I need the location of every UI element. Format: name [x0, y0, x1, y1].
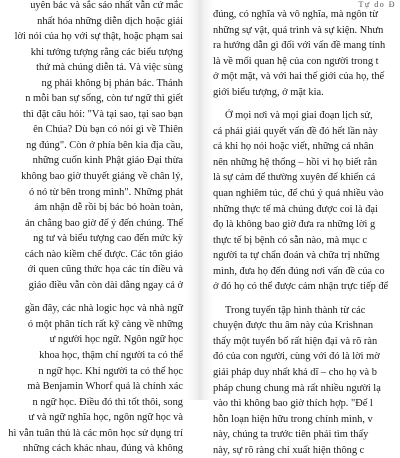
- right-page-text: [213, 7, 388, 458]
- text-line: lời nói của họ với sự thật, hoặc phạm sai: [14, 31, 183, 43]
- text-line: vào thì không bao giờ thích hợp. "Để l: [213, 398, 373, 410]
- text-line: cách nào kiềm chế được. Các tôn giáo: [24, 248, 183, 260]
- paragraph-gap: [8, 293, 183, 301]
- text-line: thấy một tuyển bố rất hiện đại và rõ ràn: [213, 335, 378, 347]
- text-line: không bao giờ thuyết giảng về chân lý,: [21, 171, 183, 183]
- text-line: những thực tế mà chúng được coi là đại: [213, 203, 378, 215]
- text-line: n ngữ học. Khi người ta có thể học: [38, 365, 183, 377]
- text-line: ở một mặt, và với hai thế giới của họ, thế: [213, 71, 385, 83]
- text-line: giải pháp duy nhất khả dĩ – cho họ và b: [213, 367, 377, 379]
- text-line: ó nó từ bên trong mình". Những phát: [28, 186, 183, 198]
- text-line: khoa học, thậm chí người ta có thể: [39, 350, 183, 362]
- text-line: những sự vật, quá trình và sự kiện. Nhưn: [213, 24, 384, 36]
- text-line: n ngữ học. Điều đó thì tốt thôi, song: [32, 396, 183, 408]
- text-line: nên những hệ thống – hồi vì họ biết rằn: [213, 156, 378, 168]
- paragraph: [213, 108, 388, 295]
- right-page: [213, 0, 400, 456]
- text-line: những cuốn kinh Phật giáo Đại thừa: [32, 155, 183, 167]
- text-line: này, chúng ta trước tiên phải tìm thấy: [213, 429, 369, 441]
- text-line: hỗn loạn hiện hữu trong chính mình, v: [213, 413, 373, 425]
- text-line: hì vẫn tuân thủ là các môn học sử dụng trí: [8, 427, 183, 439]
- text-line: là sự cảm để thường xuyên để khiến cá: [213, 172, 376, 184]
- left-page: [0, 0, 187, 455]
- paragraph-gap: [213, 100, 388, 108]
- text-line: đọ là không bao giờ đưa ra những lời g: [213, 219, 376, 231]
- text-line: mình, đưa họ đến đúng nơi vấn đề của co: [213, 265, 385, 277]
- text-line: giáo điều vẫn còn dài dằng ngay cả ở: [28, 279, 183, 291]
- text-line: ên Chúa? Dù bạn có nói gì về Thiên: [33, 124, 183, 136]
- text-line: là về mối quan hệ của con người trong t: [213, 55, 379, 67]
- paragraph: [8, 0, 183, 293]
- text-line: ư người học ngữ. Ngôn ngữ học: [49, 334, 183, 346]
- text-line: thì đặt câu hỏi: "Và tại sao, tại sao bạn: [22, 108, 183, 120]
- text-line: thứ mà chúng diễn tả. Và việc sùng: [36, 62, 183, 74]
- text-line: cá phải giải quyết vấn đề đó hết lần này: [213, 125, 378, 137]
- text-line: đó của con người, cùng với đó là lời mờ: [213, 351, 380, 363]
- text-line: Trong tuyển tập hình thành từ các: [225, 304, 366, 316]
- text-line: quan nghiêm túc, để chú ý quá nhiều vào: [213, 188, 384, 200]
- text-line: ở đó họ có thể được cảm nhận trực tiếp để: [213, 281, 389, 293]
- paragraph: [8, 301, 183, 456]
- text-line: ng tư và biểu tượng cao đến mức kỳ: [33, 233, 183, 245]
- text-line: thực tế bị bệnh có sẵn nào, mà mục c: [213, 234, 367, 246]
- text-line: mà Benjamin Whorf quả là chính xác: [27, 381, 183, 393]
- text-line: ản chẳng bao giờ để ý đến chúng. Thế: [25, 217, 183, 229]
- paragraph-gap: [213, 295, 388, 303]
- text-line: Ở mọi nơi và mọi giai đoạn lịch sử,: [225, 110, 373, 122]
- text-line: ư và ngữ nghĩa học, ngôn ngữ học và: [28, 412, 183, 424]
- paragraph: [213, 303, 388, 458]
- text-line: người ta tự chẩn đoán và chữa trị những: [213, 250, 380, 262]
- text-line: chuyện được thu âm này của Krishnan: [213, 320, 374, 332]
- text-line: n mỗi ban sự sống, còn tư ngữ thì giết: [25, 93, 183, 105]
- text-line: những cách khác nhau, đúng và không: [22, 443, 183, 455]
- text-line: nhất hóa những diễn dịch hoặc giải: [37, 15, 183, 27]
- text-line: gần đây, các nhà logic học và nhà ngữ: [24, 303, 183, 315]
- left-page-text: [8, 0, 183, 457]
- text-line: ảm nhận dễ rồi bị bác bỏ hoàn toàn,: [34, 202, 183, 214]
- text-line: này, sự rõ ràng chỉ xuất hiện thông c: [213, 444, 365, 456]
- book-gutter: [187, 0, 213, 400]
- text-line: giới biểu tượng, ở mặt kia.: [213, 86, 324, 98]
- text-line: khi tưởng tượng rằng các biểu tượng: [30, 46, 183, 58]
- text-line: ra hướng dẫn gì đối với vấn đề mang tính: [213, 40, 386, 52]
- text-line: pháp chung chung mà rất nhiều người lạ: [213, 382, 381, 394]
- text-line: ng phải không bị phản bác. Thánh: [41, 77, 183, 89]
- running-head: Tự do Đ: [358, 0, 396, 9]
- text-line: ng đúng". Còn ở phía bên kia địa cầu,: [26, 139, 183, 151]
- text-line: ó một phân tích rất kỹ càng về những: [27, 318, 183, 330]
- text-line: đúng, có nghĩa và vô nghĩa, mà ngôn từ: [213, 9, 378, 20]
- paragraph: [213, 7, 388, 100]
- text-line: cả khi họ nói hoặc viết, những cá nhân: [213, 141, 374, 153]
- text-line: uyên bác và sắc sảo nhất vẫn cứ mắc: [30, 0, 183, 11]
- text-line: ới quen cũng thức họa các tín điều và: [27, 264, 183, 276]
